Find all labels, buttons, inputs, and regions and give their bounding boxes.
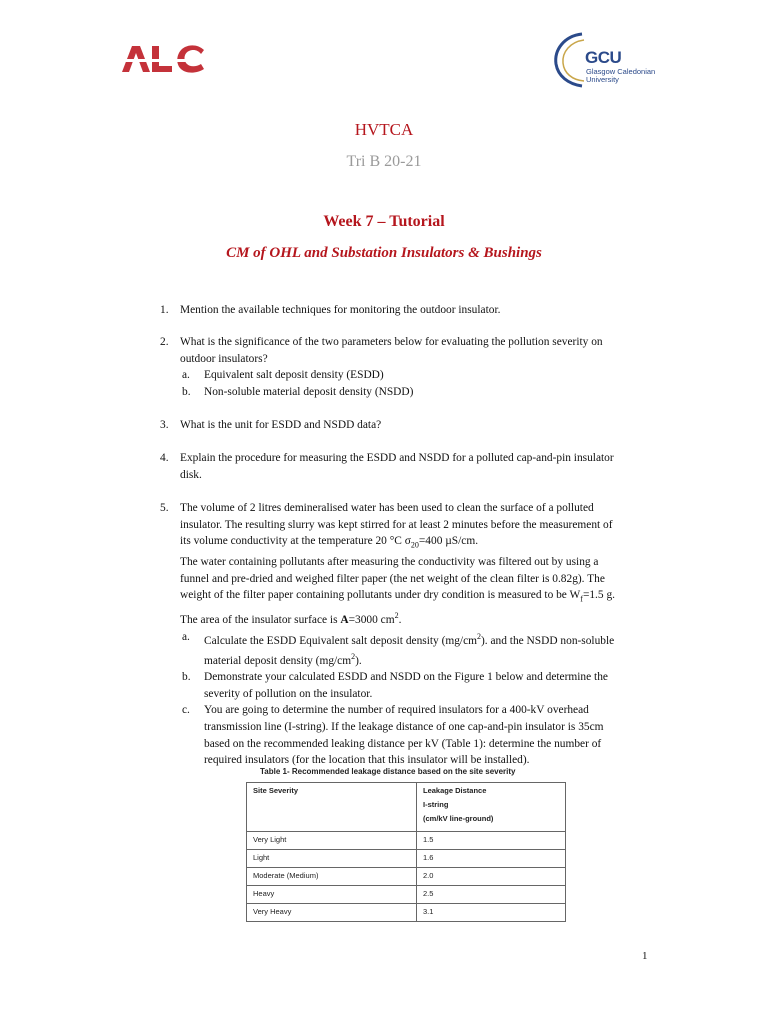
sub-label: a. [182,630,190,643]
table-cell: Moderate (Medium) [247,868,417,886]
table-cell: Very Heavy [247,904,417,922]
leakage-distance-table [246,782,566,922]
page-number: 1 [642,950,648,962]
sub-label: a. [182,369,190,382]
sub-text: Demonstrate your calculated ESDD and NSDD on the Figure 1 below and determine the severity of pollution on the insulator. [204,671,608,700]
question-4 [160,450,620,483]
sub-label: b. [182,671,191,684]
table-header-cell: Leakage Distance I-string (cm/kV line-ground) [417,783,566,832]
sub-text: You are going to determine the number of required insulators for a 400-kV overhead transmission line (I-string). If the leakage distance of one cap-and-pin insulator is 35cm based on the recommended leaking distance per kV (Table 1): determine the number of required insulators (for the location that this insulator will be installed). [204,704,604,767]
gcu-name-line1: Glasgow Caledonian [586,67,656,76]
table-header-cell: Site Severity [247,783,417,832]
table-row [247,868,566,886]
table-cell: 2.5 [417,886,566,904]
sub-question-a [160,367,620,384]
table-header-row [247,783,566,832]
week-heading: Week 7 – Tutorial [323,213,445,230]
table-row [247,832,566,850]
table-cell: 2.0 [417,868,566,886]
question-text: What is the unit for ESDD and NSDD data? [180,419,382,431]
topic-heading: CM of OHL and Substation Insulators & Bushings [226,245,542,261]
question-text: What is the significance of the two parameters below for evaluating the pollution severity on outdoor insulators? [180,336,603,365]
gcu-logo-text: GCU [585,48,622,67]
question-number: 3. [160,419,169,431]
question-number: 4. [160,452,169,464]
sub-label: c. [182,704,190,717]
gcu-logo [552,30,662,90]
table-cell: 1.5 [417,832,566,850]
question-paragraph-2: The water containing pollutants after measuring the conductivity was filtered out by using a funnel and pre-dried and weighed filter paper (the net weight of the clean filter is 0.82g). The weight of the filter paper containing pollutants under dry condition is measured to be $W_f=1.5$ g. The area of the insulator surface is A=3000 $cm^2$. [180,556,615,626]
sub-question-b [160,384,620,401]
sub-label: b. [182,385,191,398]
question-text: Mention the available techniques for monitoring the outdoor insulator. [180,304,501,316]
document-subtitle: Tri B 20-21 [346,153,422,170]
table-cell: 3.1 [417,904,566,922]
table-cell: 1.6 [417,850,566,868]
sub-question-c [160,702,620,768]
question-3 [160,417,620,434]
document-title: HVTCA [354,120,414,139]
table-cell: Very Light [247,832,417,850]
question-number: 5. [160,502,169,514]
question-number: 2. [160,336,169,348]
question-number: 1. [160,304,169,316]
question-2 [160,334,620,400]
sub-text: Non-soluble material deposit density (NSDD) [204,385,414,398]
table-cell: Heavy [247,886,417,904]
gcu-name-line2: University [586,75,619,84]
gcu-university-name [586,68,666,84]
sub-question-b [160,669,620,702]
sub-text: Equivalent salt deposit density (ESDD) [204,369,384,382]
question-paragraph-1: The volume of 2 litres demineralised water has been used to clean the surface of a polluted insulator. The resulting slurry was kept stirred for at least 2 minutes before the measurement of its volume conductivity at the temperature 20 °C $\sigma_{20}=400$ µS/cm. [180,502,613,550]
question-5 [160,500,620,769]
sub-question-a: a. Calculate the ESDD Equivalent salt deposit density $(mg/cm^2)$. and the NSDD non-soluble material deposit density $(mg/cm^2)$. [182,630,615,667]
question-1 [160,302,620,319]
table-row [247,886,566,904]
alc-logo [120,42,206,76]
table-cell: Light [247,850,417,868]
table-row [247,904,566,922]
question-text: Explain the procedure for measuring the ESDD and NSDD for a polluted cap-and-pin insulator disk. [180,452,614,481]
table-row [247,850,566,868]
table-caption: Table 1- Recommended leakage distance based on the site severity [260,767,516,776]
